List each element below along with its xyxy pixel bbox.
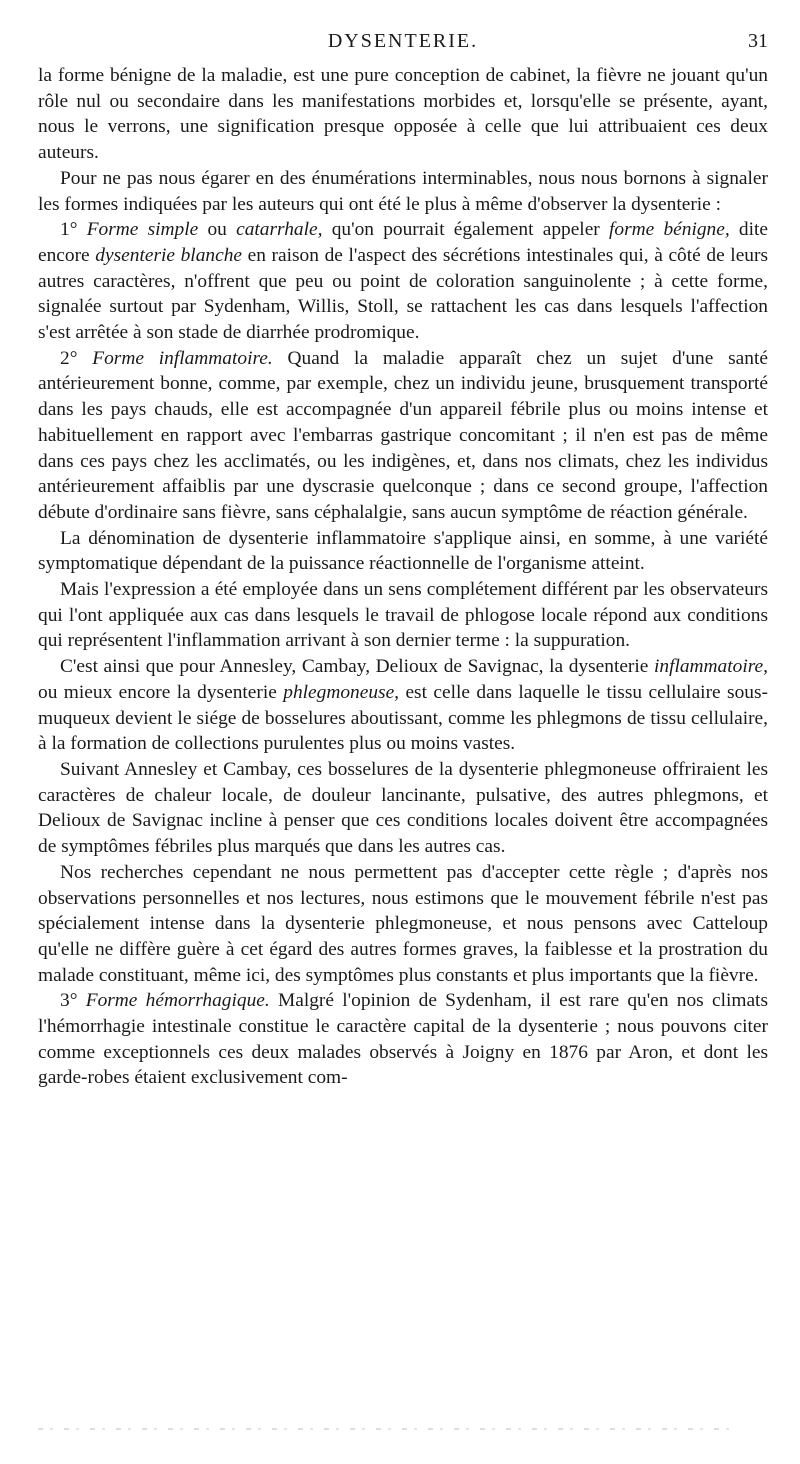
text-run: Quand la maladie apparaît chez un sujet d'une santé antérieurement bonne, comme, par exemple, chez un individu jeune, brusquement transporté dans les pays chauds, elle est accompagnée d'un appareil fébrile plus ou moins intense et habituellement en rapport avec l'embarras gastrique concomitant ; il n'en est pas de même dans ces pays chez les acclimatés, ou les indigènes, et, dans nos climats, chez les individus antérieurement affaiblis par une dyscrasie quelconque ; dans ce second groupe, l'affection débute d'ordinaire sans fièvre, sans céphalalgie, sans aucun symptôme de réaction générale. (38, 347, 768, 523)
paragraph-intro-forms: Pour ne pas nous égarer en des énumérations interminables, nous nous bornons à signaler les formes indiquées par les auteurs qui ont été le plus à même d'observer la dysenterie : (38, 167, 768, 215)
text-run: 3° (60, 990, 86, 1012)
paragraph-denomination: La dénomination de dysenterie inflammatoire s'applique ainsi, en somme, à une variété symptomatique dépendant de la puissance réactionnelle de l'organisme atteint. (38, 527, 768, 575)
running-head (38, 30, 768, 56)
paragraph-forme-simple (38, 217, 768, 346)
paragraph-recherches: Nos recherches cependant ne nous permettent pas d'accepter cette règle ; d'après nos observations personnelles et nos lectures, nous estimons que le mouvement fébrile n'est pas spécialement intense dans la dysenterie phlegmoneuse, et nous pensons avec Catteloup qu'elle ne diffère guère à cet égard des autres formes graves, la faiblesse et la prostration du malade constituant, même ici, des symptômes plus constants et plus importants que la fièvre. (38, 861, 768, 986)
running-title: DYSENTERIE. (327, 30, 479, 52)
italic-term: phlegmoneuse, (283, 681, 400, 703)
text-run: dite encore (38, 219, 769, 266)
text-run: Malgré l'opinion de Sydenham, il est rare qu'en nos climats l'hémorrhagie intestinale constitue le caractère capital de la dysenterie ; nous pouvons citer comme exceptionnels ces deux malades observés à Joigny en 1876 par Aron, et dont les garde-robes étaient exclusivement com- (38, 990, 768, 1089)
text-run: 2° (60, 347, 93, 369)
text-run: qu'on pourrait également appeler (322, 219, 609, 241)
scan-artifact-line (38, 1428, 738, 1430)
text-run: en raison de l'aspect des sécrétions intestinales qui, à côté de leurs autres caractères, n'offrent que peu ou point de coloration sanguinolente ; à cette forme, signalée surtout par Sydenham, Willis, Stoll, se rattachent les cas dans lesquels l'affection s'est arrêtée à son stade de diarrhée prodromique. (38, 244, 768, 344)
text-run: C'est ainsi que pour Annesley, Cambay, Delioux de Savignac, la dysenterie (60, 656, 654, 678)
italic-term: forme bénigne, (609, 219, 730, 241)
italic-term: inflammatoire, (653, 656, 768, 678)
italic-term: dysenterie blanche (95, 244, 242, 266)
italic-term: Forme hémorrhagique. (85, 990, 270, 1012)
text-run: est celle dans laquelle le tissu cellulaire sous-muqueux devient le siége de bosselures aboutissant, comme les phlegmons de tissu cellulaire, à la formation de collections purulentes plus ou moins vastes. (38, 681, 768, 755)
paragraph-forme-inflammatoire (38, 346, 768, 526)
paragraph-annesley (38, 654, 768, 757)
paragraph-continuation: la forme bénigne de la maladie, est une pure conception de cabinet, la fièvre ne jouant qu'un rôle nul ou secondaire dans les manifestations morbides et, lorsqu'elle se présente, ayant, nous le verrons, une signification presque opposée à celle que lui attribuaient ces deux auteurs. (38, 65, 768, 164)
paragraph-suivant: Suivant Annesley et Cambay, ces bosselures de la dysenterie phlegmoneuse offriraient les caractères de chaleur locale, de douleur lancinante, pulsative, des autres phlegmons, et Delioux de Savignac incline à penser que ces conditions locales doivent être accompagnées de symptômes fébriles plus marqués que dans les autres cas. (38, 758, 768, 858)
italic-term: catarrhale, (236, 219, 323, 241)
page-number: 31 (748, 30, 768, 52)
text-run: ou mieux encore la dysenterie (38, 681, 284, 703)
text-run: ou (198, 219, 237, 241)
paragraph-forme-hemorrhagique (38, 988, 768, 1091)
italic-term: Forme inflammatoire. (92, 347, 273, 369)
italic-term: Forme simple (86, 219, 199, 241)
body-text (38, 63, 768, 1091)
text-run: 1° (60, 219, 87, 241)
paragraph-expression: Mais l'expression a été employée dans un sens complétement différent par les observateurs qui l'ont appliquée aux cas dans lesquels le travail de phlogose locale répond aux conditions qui représentent l'inflammation arrivant à son dernier terme : la suppuration. (38, 579, 768, 652)
